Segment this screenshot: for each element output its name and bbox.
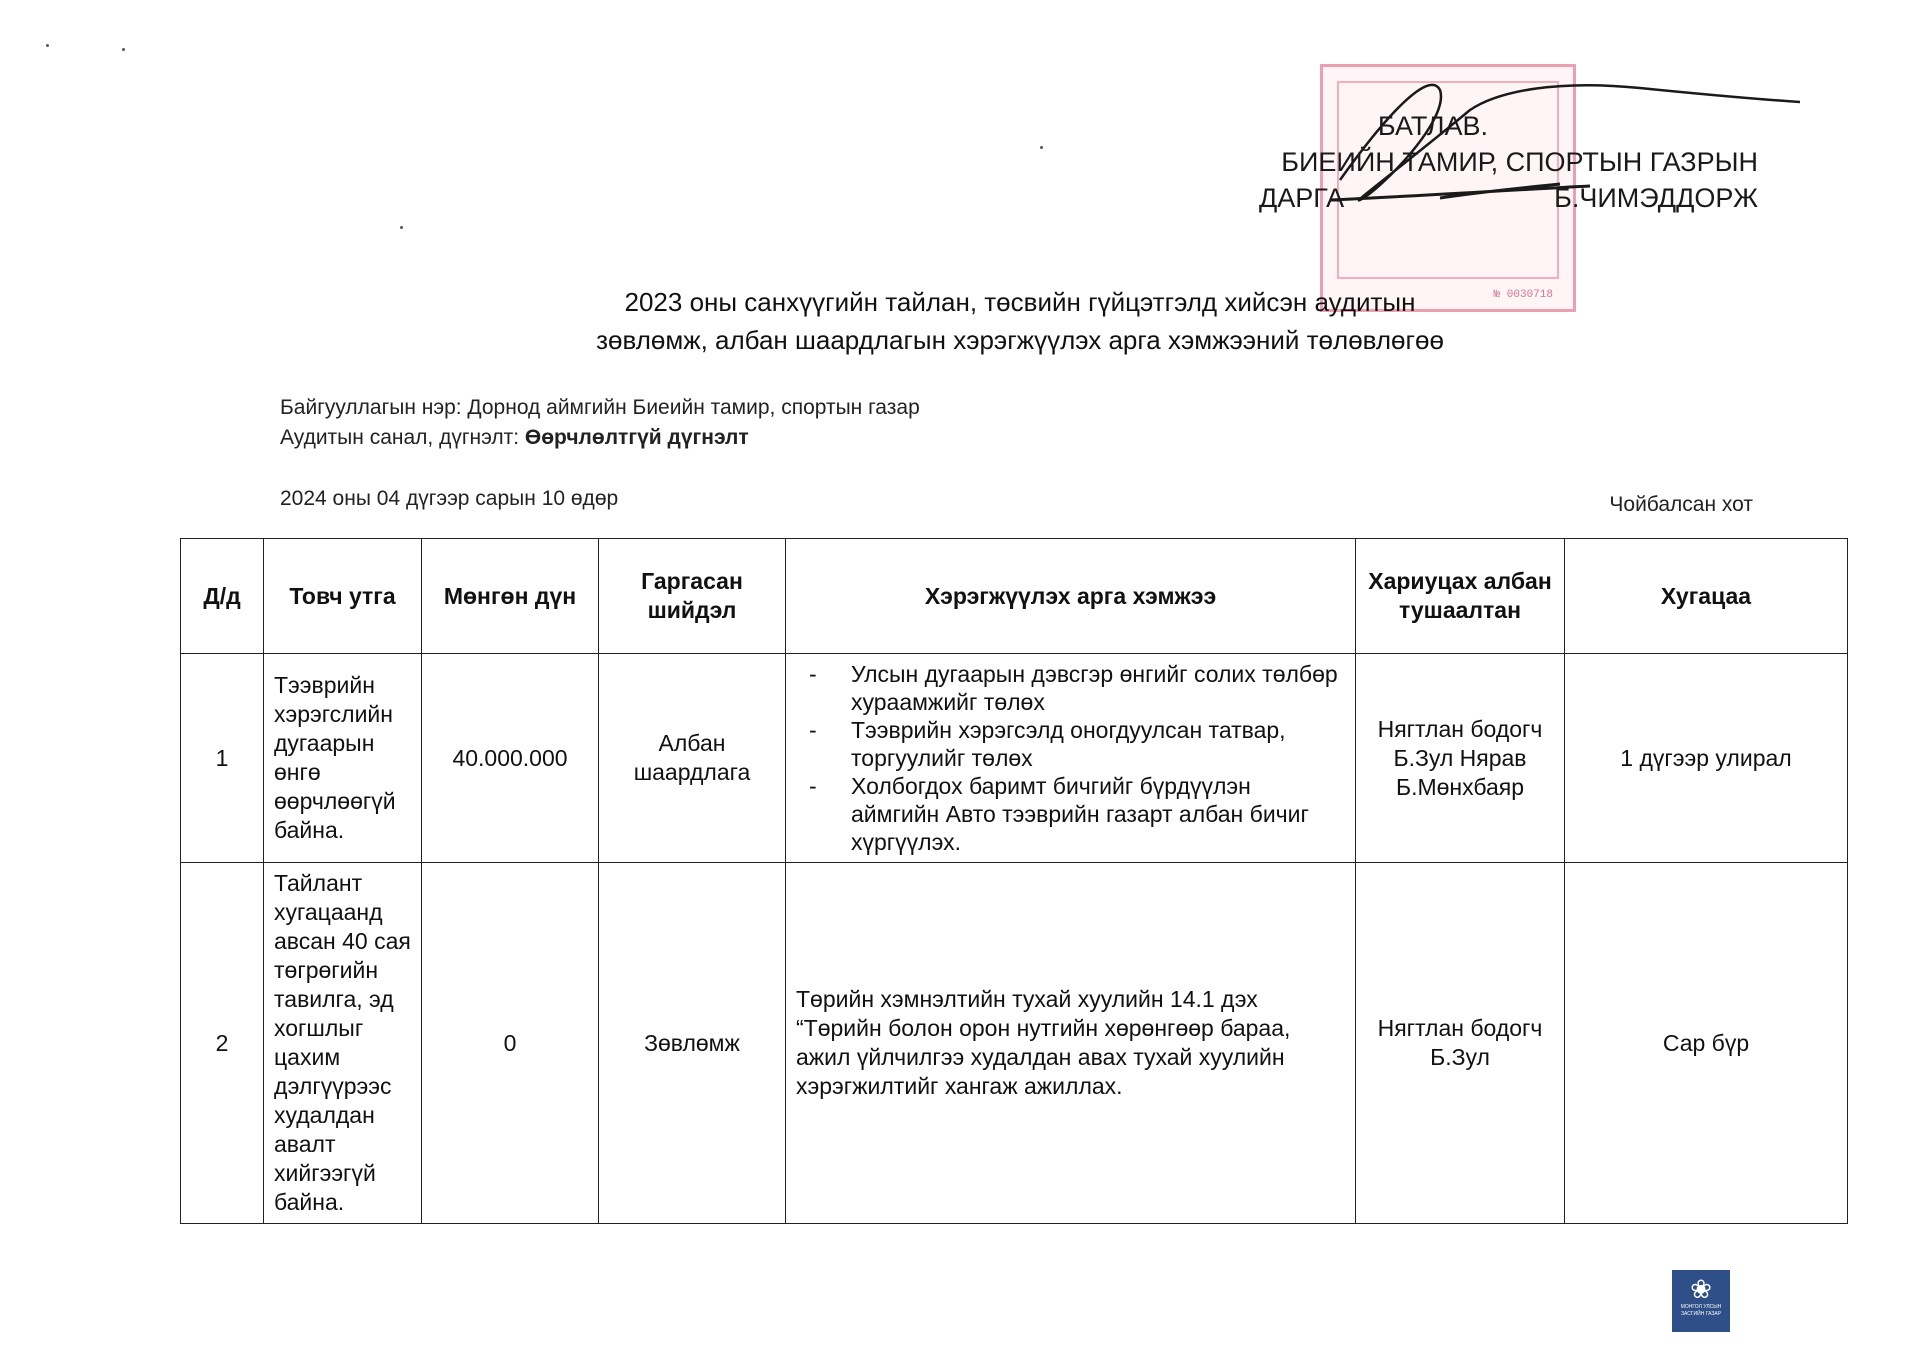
measures-list <box>796 660 1345 856</box>
audit-opinion <box>280 426 749 450</box>
row-measures <box>786 654 1356 863</box>
row-measures: Төрийн хэмнэлтийн тухай хуулийн 14.1 дэх “Төрийн болон орон нутгийн хөрөнгөөр бараа, ажил үйлчилгээ худалдан авах тухай хуулийн хэрэгжилтийг хангаж ажиллах. <box>786 863 1356 1224</box>
action-plan-table <box>180 538 1848 1224</box>
header-amount: Мөнгөн дүн <box>422 539 599 654</box>
scan-speck <box>122 48 125 51</box>
scan-speck <box>46 44 49 47</box>
table-row <box>181 654 1848 863</box>
scan-speck <box>1040 146 1043 149</box>
emblem-caption: МОНГОЛ УЛСЫН ЗАСГИЙН ГАЗАР <box>1680 1304 1722 1317</box>
row-deadline: 1 дүгээр улирал <box>1565 654 1848 863</box>
row-decision: Зөвлөмж <box>599 863 786 1224</box>
organization-name <box>280 396 920 420</box>
row-summary: Тээврийн хэрэгслийн дугаарын өнгө өөрчлөөгүй байна. <box>264 654 422 863</box>
header-summary: Товч утга <box>264 539 422 654</box>
approval-signatory: ДАРГА Б.ЧИМЭДДОРЖ <box>1259 183 1758 213</box>
approval-organization: БИЕИЙН ТАМИР, СПОРТЫН ГАЗРЫН <box>1281 147 1758 177</box>
organization-value: Дорнод аймгийн Биеийн тамир, спортын газар <box>467 396 920 419</box>
header-decision: Гаргасан шийдэл <box>599 539 786 654</box>
audit-value: Өөрчлөлтгүй дүгнэлт <box>524 426 749 449</box>
government-emblem <box>1672 1270 1730 1332</box>
measure-item: - Холбогдох баримт бичгийг бүрдүүлэн аймгийн Авто тээврийн газарт албан бичиг хүргүүлэх. <box>851 772 1345 856</box>
scan-speck <box>400 226 403 229</box>
row-responsible: Нягтлан бодогч Б.Зул <box>1356 863 1565 1224</box>
row-num: 2 <box>181 863 264 1224</box>
measure-item: - Улсын дугаарын дэвсгэр өнгийг солих төлбөр хураамжийг төлөх <box>851 660 1345 716</box>
header-responsible: Хариуцах албан тушаалтан <box>1356 539 1565 654</box>
row-num: 1 <box>181 654 264 863</box>
row-amount: 40.000.000 <box>422 654 599 863</box>
document-title-line2: зөвлөмж, албан шаардлагын хэрэгжүүлэх арга хэмжээний төлөвлөгөө <box>596 325 1444 355</box>
organization-label: Байгууллагын нэр: <box>280 396 468 419</box>
document-title-line1: 2023 оны санхүүгийн тайлан, төсвийн гүйцэтгэлд хийсэн аудитын <box>624 287 1416 317</box>
row-deadline: Сар бүр <box>1565 863 1848 1224</box>
document-title <box>460 283 1580 359</box>
measure-item: - Тээврийн хэрэгсэлд оногдуулсан татвар, торгуулийг төлөх <box>851 716 1345 772</box>
row-decision: Албан шаардлага <box>599 654 786 863</box>
approval-heading: БАТЛАВ. <box>1377 111 1488 141</box>
header-measures: Хэрэгжүүлэх арга хэмжээ <box>786 539 1356 654</box>
table-header-row <box>181 539 1848 654</box>
header-deadline: Хугацаа <box>1565 539 1848 654</box>
stamp-number: № 0030718 <box>1493 289 1553 301</box>
document-city: Чойбалсан хот <box>1609 493 1753 516</box>
document-date: 2024 оны 04 дүгээр сарын 10 өдөр <box>280 487 619 510</box>
row-responsible: Нягтлан бодогч Б.Зул Нярав Б.Мөнхбаяр <box>1356 654 1565 863</box>
audit-label: Аудитын санал, дүгнэлт: <box>280 426 525 449</box>
header-num: Д/д <box>181 539 264 654</box>
handwritten-signature <box>1260 50 1800 240</box>
row-amount: 0 <box>422 863 599 1224</box>
table-row <box>181 863 1848 1224</box>
row-summary: Тайлант хугацаанд авсан 40 сая төгрөгийн тавилга, эд хогшлыг цахим дэлгүүрээс худалдан авалт хийгээгүй байна. <box>264 863 422 1224</box>
soyombo-icon: ❀ <box>1690 1274 1712 1304</box>
